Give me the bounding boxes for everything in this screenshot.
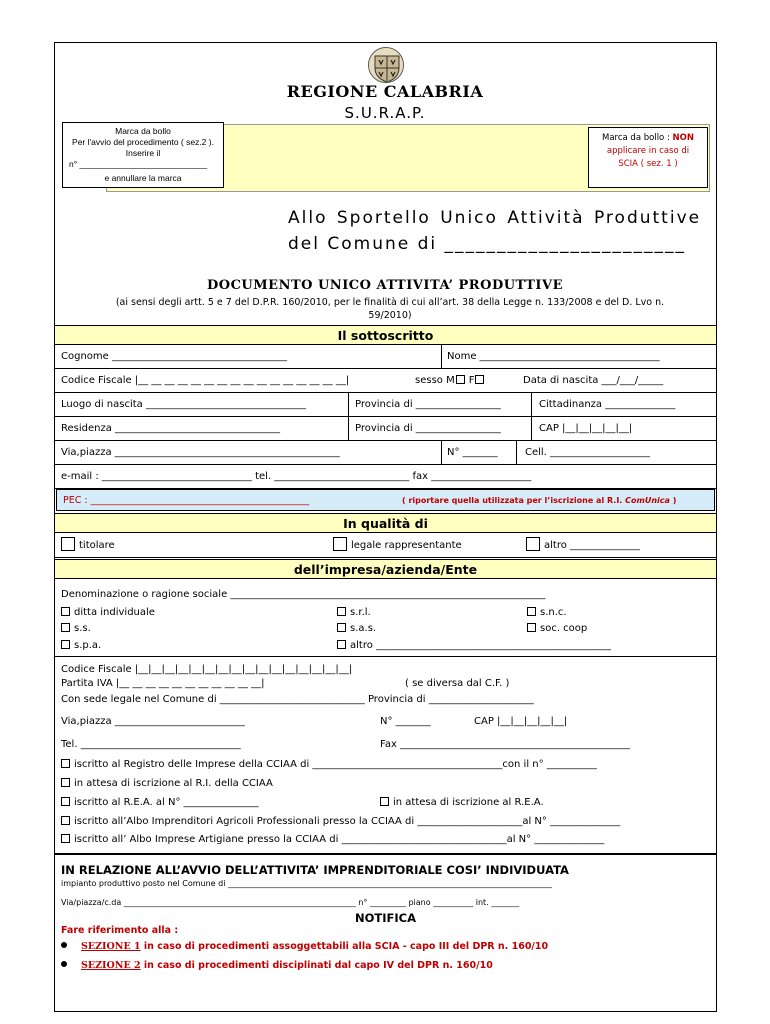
spa-label: s.p.a. [74, 640, 102, 651]
sesso-f-label: F [468, 375, 475, 386]
coop-checkbox[interactable] [527, 623, 536, 632]
albo-artigiane-checkbox[interactable] [61, 834, 70, 843]
provincia-nascita-field[interactable]: Provincia di _________________ [355, 399, 501, 410]
sas-label: s.a.s. [350, 623, 377, 634]
section-impresa: dell’impresa/azienda/Ente [55, 559, 716, 579]
rea-checkbox[interactable] [61, 797, 70, 806]
attesa-ri-label: in attesa di iscrizione al R.I. della CCIAA [74, 778, 273, 789]
albo-artigiane-field[interactable]: iscritto all’ Albo Imprese Artigiane presso la CCIAA di _________________________________al N° ______________ [74, 834, 605, 845]
impresa-cap-field[interactable]: CAP |__|__|__|__|__| [474, 716, 568, 727]
sede-legale-field[interactable]: Con sede legale nel Comune di _____________________________ Provincia di _____________________ [61, 694, 534, 705]
data-nascita-field[interactable]: Data di nascita ___/___/_____ [523, 375, 664, 386]
partita-iva-field[interactable]: Partita IVA |__ __ __ __ __ __ __ __ __ __ __| [61, 678, 265, 689]
section-sottoscritto: Il sottoscritto [55, 325, 716, 345]
sezione-2-item: SEZIONE 2 in caso di procedimenti disciplinati dal capo IV del DPR n. 160/10 [61, 960, 493, 971]
divider [55, 853, 716, 855]
region-title: REGIONE CALABRIA [286, 82, 484, 101]
sportello-line-1: Allo Sportello Unico Attività Produttive [288, 208, 702, 228]
row-qualita [55, 533, 716, 558]
impianto-via-field[interactable]: Via/piazza/c.da __________________________________________________________ n° _________ piano __________ int. _______ [61, 898, 520, 907]
row-email [55, 465, 716, 489]
row-cognome-nome [55, 345, 716, 369]
row-residenza [55, 417, 716, 441]
spa-checkbox[interactable] [61, 640, 70, 649]
section-qualita: In qualità di [55, 513, 716, 533]
denominazione-field[interactable]: Denominazione o ragione sociale _______________________________________________________________ [61, 589, 546, 600]
numero-field[interactable]: N° _______ [447, 447, 498, 458]
ditta-label: ditta individuale [74, 607, 155, 618]
impresa-tel-field[interactable]: Tel. ________________________________ [61, 739, 241, 750]
cap-field[interactable]: CAP |__|__|__|__|__| [539, 423, 633, 434]
titolare-checkbox[interactable] [61, 537, 75, 551]
pec-note: ( riportare quella utilizzata per l’iscrizione al R.I. ComUnica ) [402, 496, 677, 505]
cittadinanza-field[interactable]: Cittadinanza ______________ [539, 399, 676, 410]
notifica-title: NOTIFICA [355, 911, 416, 925]
row-luogo [55, 393, 716, 417]
row-cf [55, 369, 716, 393]
legale-rappresentante-checkbox[interactable] [333, 537, 347, 551]
legale-label: legale rappresentante [351, 540, 462, 551]
coop-label: soc. coop [540, 623, 588, 634]
codice-fiscale-field[interactable]: Codice Fiscale |__ __ __ __ __ __ __ __ __ __ __ __ __ __ __ __| [61, 375, 350, 386]
sportello-line-2[interactable]: del Comune di _______________________ [288, 234, 687, 254]
sezione-1-item: SEZIONE 1 in caso di procedimenti assoggettabili alla SCIA - capo III del DPR n. 160/10 [61, 941, 548, 952]
titolare-label: titolare [79, 540, 115, 551]
altro-qualita-checkbox[interactable] [526, 537, 540, 551]
divider [55, 656, 716, 657]
relazione-title: IN RELAZIONE ALL’AVVIO DELL’ATTIVITA’ IMPRENDITORIALE COSI’ INDIVIDUATA [61, 863, 569, 877]
registro-imprese-field[interactable]: iscritto al Registro delle Imprese della CCIAA di ______________________________________con il n° __________ [74, 759, 597, 770]
via-field[interactable]: Via,piazza _____________________________________________ [61, 447, 340, 458]
ss-label: s.s. [74, 623, 91, 634]
altro-qualita-field[interactable]: altro ______________ [544, 540, 641, 551]
row-via [55, 441, 716, 465]
residenza-field[interactable]: Residenza _________________________________ [61, 423, 281, 434]
attesa-rea-checkbox[interactable] [380, 797, 389, 806]
marca-non-box: Marca da bollo : NON applicare in caso di SCIA ( sez. 1 ) [588, 127, 708, 188]
bullet-icon [61, 961, 67, 967]
impianto-field[interactable]: impianto produttivo posto nel Comune di _________________________________________________________________________________ [61, 879, 552, 888]
altro-impresa-checkbox[interactable] [337, 640, 346, 649]
impresa-cf-field[interactable]: Codice Fiscale |__|__|__|__|__|__|__|__|__|__|__|__|__|__|__|__| [61, 664, 353, 675]
srl-label: s.r.l. [350, 607, 371, 618]
surap-title: S.U.R.A.P. [344, 104, 426, 122]
attesa-rea-label: in attesa di iscrizione al R.E.A. [393, 797, 544, 808]
sesso-f-checkbox[interactable] [475, 375, 484, 384]
sesso-m-checkbox[interactable] [456, 375, 465, 384]
email-tel-fax-field[interactable]: e-mail : ______________________________ tel. ___________________________ fax ____________________ [61, 471, 532, 482]
cognome-field[interactable]: Cognome ___________________________________ [61, 351, 287, 362]
sas-checkbox[interactable] [337, 623, 346, 632]
luogo-nascita-field[interactable]: Luogo di nascita ________________________________ [61, 399, 306, 410]
fare-riferimento: Fare riferimento alla : [61, 925, 179, 936]
impresa-numero-field[interactable]: N° _______ [380, 716, 431, 727]
altro-impresa-field[interactable]: altro _______________________________________________ [350, 640, 612, 651]
marca-bollo-box: Marca da bollo Per l'avvio del procedimento ( sez.2 ). Inserire il n° ___________________________ e annullare la marca [62, 122, 224, 188]
document-title: DOCUMENTO UNICO ATTIVITA’ PRODUTTIVE [206, 278, 564, 293]
pec-row [56, 489, 715, 511]
pec-field[interactable]: PEC : ______________________________________________ [63, 495, 310, 506]
ss-checkbox[interactable] [61, 623, 70, 632]
nome-field[interactable]: Nome ____________________________________ [447, 351, 660, 362]
sesso-label: sesso M [415, 375, 455, 386]
normative-reference: (ai sensi degli artt. 5 e 7 del D.P.R. 160/2010, per le finalità di cui all’art. 38 della Legge n. 133/2008 e del D. Lvo n. 59/2010) [115, 297, 665, 321]
snc-checkbox[interactable] [527, 607, 536, 616]
impresa-fax-field[interactable]: Fax ______________________________________________ [380, 739, 631, 750]
provincia-residenza-field[interactable]: Provincia di _________________ [355, 423, 501, 434]
cell-field[interactable]: Cell. ____________________ [525, 447, 651, 458]
registro-imprese-checkbox[interactable] [61, 759, 70, 768]
albo-agricoli-field[interactable]: iscritto all’Albo Imprenditori Agricoli Professionali presso la CCIAA di _____________________al N° ______________ [74, 816, 621, 827]
albo-agricoli-checkbox[interactable] [61, 816, 70, 825]
rea-field[interactable]: iscritto al R.E.A. al N° _______________ [74, 797, 259, 808]
impresa-via-field[interactable]: Via,piazza __________________________ [61, 716, 245, 727]
srl-checkbox[interactable] [337, 607, 346, 616]
bullet-icon [61, 942, 67, 948]
ditta-checkbox[interactable] [61, 607, 70, 616]
regione-emblem-icon [368, 47, 404, 83]
attesa-ri-checkbox[interactable] [61, 778, 70, 787]
partita-iva-note: ( se diversa dal C.F. ) [405, 678, 510, 689]
snc-label: s.n.c. [540, 607, 567, 618]
